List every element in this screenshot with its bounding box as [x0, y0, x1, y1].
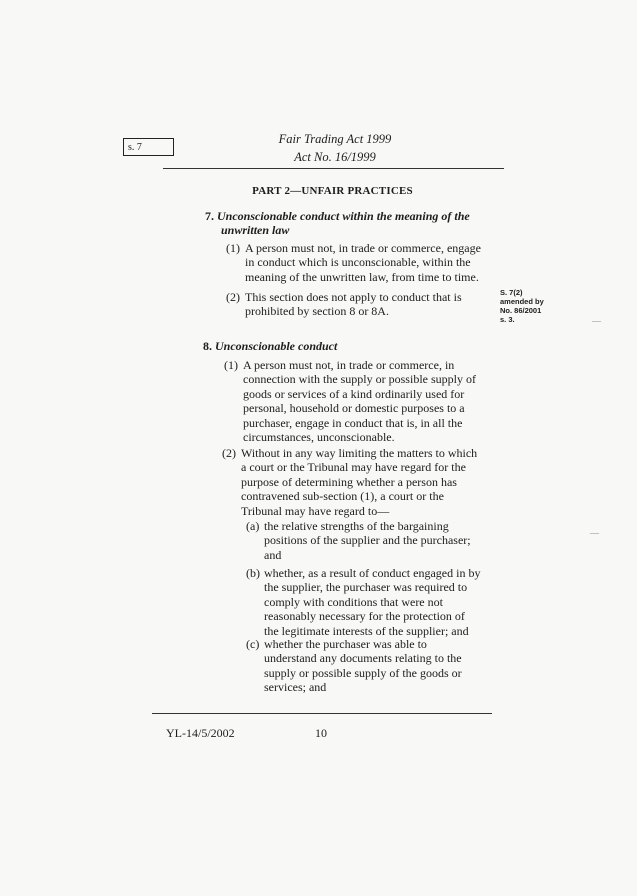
- paragraph-b: [246, 566, 521, 641]
- margin-mark: —: [592, 316, 601, 326]
- page-number: 10: [315, 726, 327, 740]
- margin-note-line: amended by: [500, 297, 544, 306]
- text-line: services; and: [264, 680, 327, 695]
- text-line: supply or possible supply of the goods or: [264, 665, 462, 680]
- act-title: Fair Trading Act 1999: [278, 132, 392, 146]
- text-line: A person must not, in trade or commerce, in: [243, 358, 455, 372]
- text-line: This section does not apply to conduct that is: [245, 290, 462, 304]
- text-line: contravened sub-section (1), a court or the: [241, 489, 444, 504]
- text-line: purchaser, engage in conduct that is, in all the: [243, 415, 463, 430]
- paragraph-c: [246, 637, 521, 697]
- paragraph-number: (b): [246, 566, 260, 580]
- text-line: Tribunal may have regard to—: [241, 503, 390, 518]
- subsection-number: (2): [226, 290, 240, 304]
- section-7-heading-line2: unwritten law: [221, 223, 290, 237]
- text-line: the legitimate interests of the supplier; and: [264, 623, 469, 638]
- text-line: goods or services of a kind ordinarily used for: [243, 386, 465, 401]
- text-line: personal, household or domestic purposes to a: [243, 401, 465, 416]
- footer-rule: [152, 713, 492, 714]
- text-line: a court or the Tribunal may have regard for the: [241, 460, 466, 475]
- text-line: understand any documents relating to the: [264, 651, 462, 666]
- text-line: whether, as a result of conduct engaged in by: [264, 566, 481, 580]
- text-line: and: [264, 547, 282, 562]
- margin-note-line: s. 3.: [500, 315, 515, 324]
- text-line: positions of the supplier and the purchaser;: [264, 533, 471, 548]
- text-line: A person must not, in trade or commerce, engage: [245, 241, 481, 255]
- text-line: Without in any way limiting the matters to which: [241, 446, 478, 460]
- text-line: reasonably necessary for the protection of: [264, 609, 465, 624]
- margin-mark: —: [590, 528, 599, 538]
- text-line: whether the purchaser was able to: [264, 637, 427, 651]
- subsection-number: (2): [222, 446, 236, 460]
- text-line: purpose of determining whether a person has: [241, 474, 457, 489]
- text-line: meaning of the unwritten law, from time to time.: [245, 269, 479, 284]
- section-7-number: 7.: [205, 209, 214, 223]
- text-line: comply with conditions that were not: [264, 594, 443, 609]
- subsection-number: (1): [226, 241, 240, 255]
- section-7-heading-line1: Unconscionable conduct within the meaning of the: [217, 209, 470, 223]
- section-8-heading-text: Unconscionable conduct: [215, 339, 338, 353]
- text-line: the relative strengths of the bargaining: [264, 519, 449, 533]
- paragraph-number: (a): [246, 519, 260, 533]
- text-line: prohibited by section 8 or 8A.: [245, 304, 389, 319]
- paragraph-number: (c): [246, 637, 260, 651]
- section-7-subsection-2: [226, 290, 516, 320]
- section-8-subsection-2: [222, 446, 519, 520]
- text-line: circumstances, unconscionable.: [243, 430, 395, 445]
- text-line: connection with the supply or possible supply of: [243, 372, 476, 387]
- margin-note-line: No. 86/2001: [500, 306, 542, 315]
- version-stamp: YL-14/5/2002: [166, 726, 235, 740]
- margin-note-line: S. 7(2): [500, 288, 523, 297]
- section-8-subsection-1: [224, 358, 519, 446]
- margin-note: [500, 288, 570, 324]
- section-8-heading: [203, 339, 503, 354]
- section-7-heading: [205, 209, 505, 224]
- section-7-subsection-1: [226, 241, 516, 286]
- act-number: Act No. 16/1999: [294, 150, 376, 164]
- section-reference-box: s. 7: [123, 138, 174, 156]
- part-title: PART 2—UNFAIR PRACTICES: [252, 185, 413, 197]
- text-line: in conduct which is unconscionable, within the: [245, 255, 471, 270]
- paragraph-a: [246, 519, 521, 564]
- header-rule: [163, 168, 504, 169]
- section-8-number: 8.: [203, 339, 212, 353]
- text-line: the supplier, the purchaser was required to: [264, 580, 468, 595]
- subsection-number: (1): [224, 358, 238, 372]
